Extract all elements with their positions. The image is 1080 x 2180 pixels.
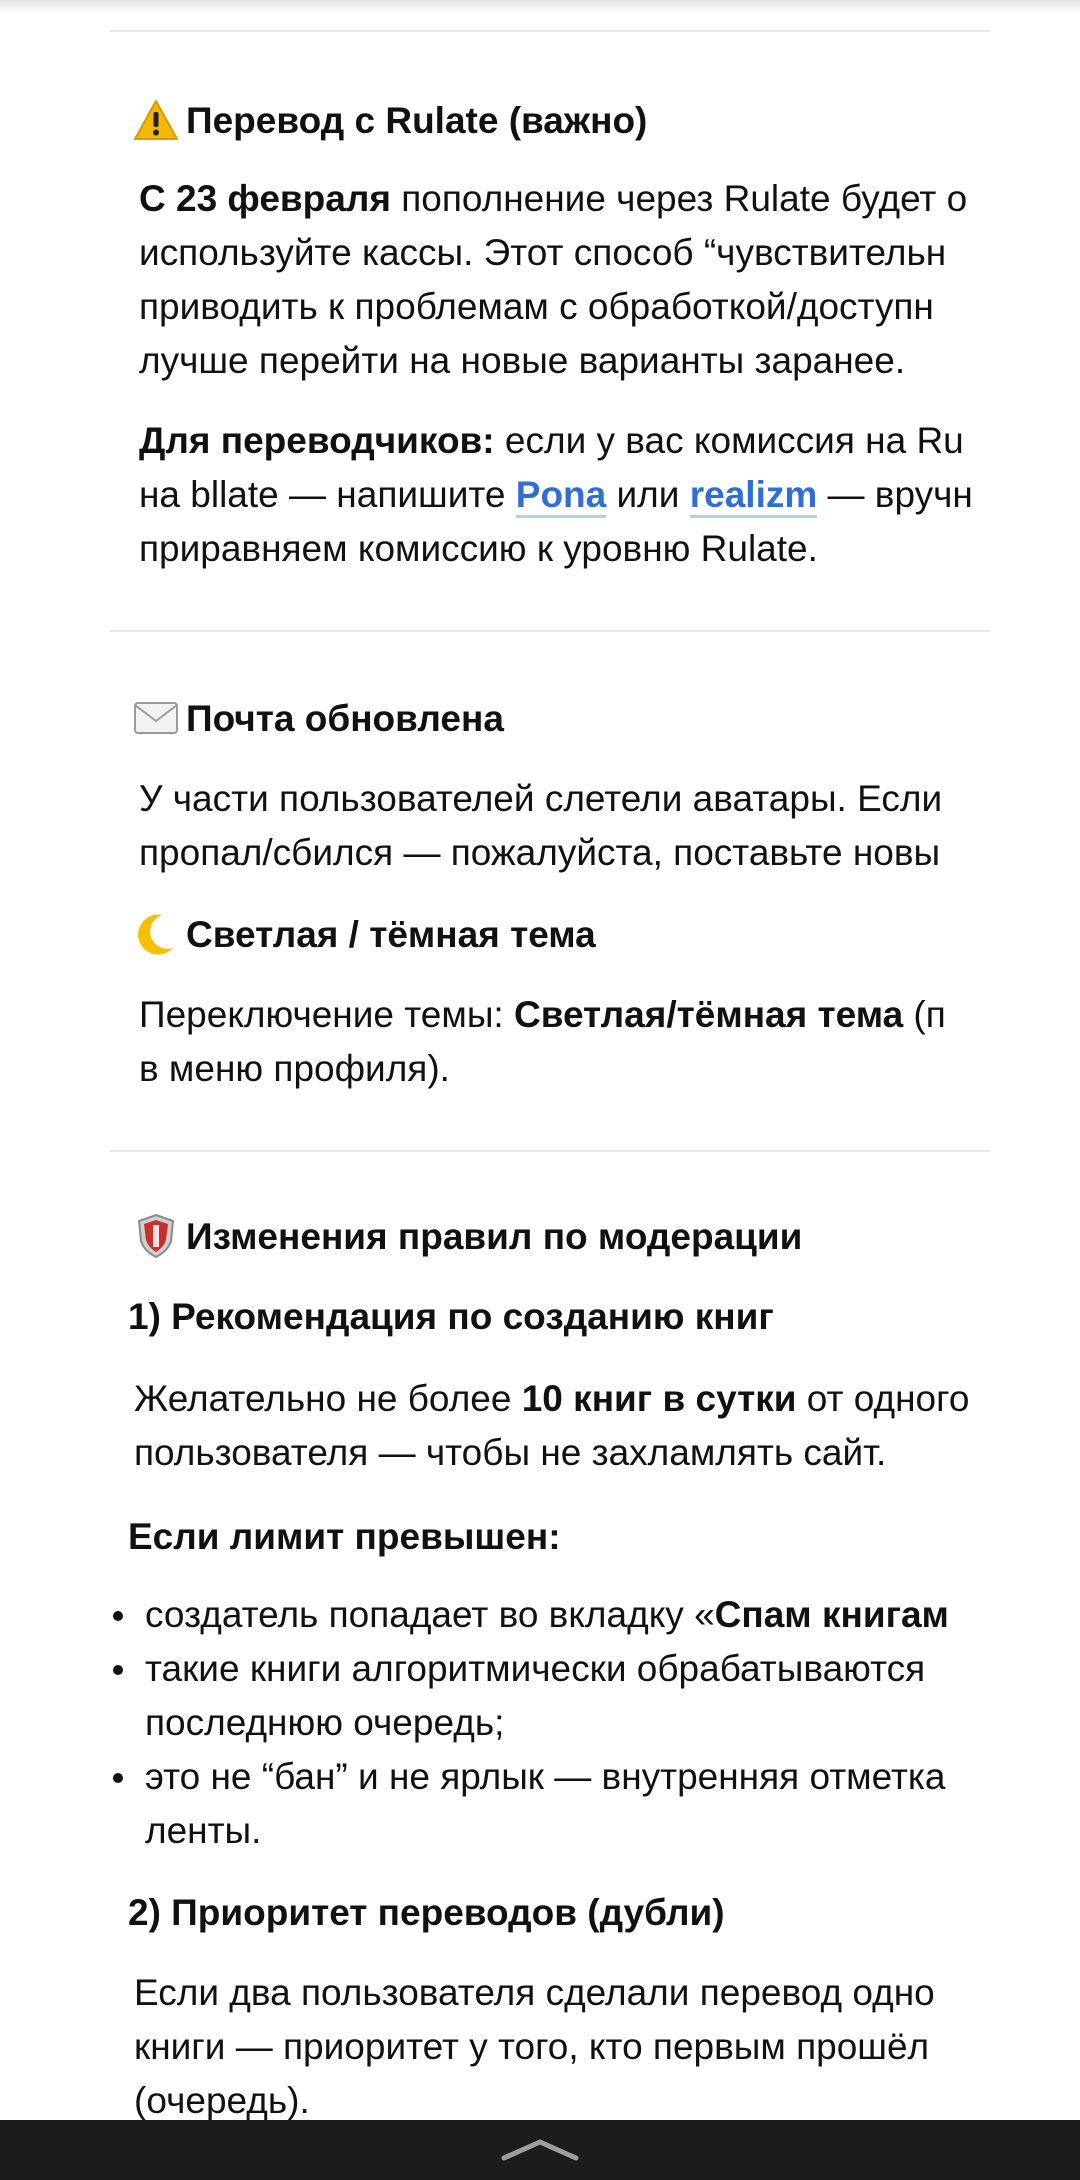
mail-title: Почта обновлена [186, 697, 504, 739]
book-limit-text: пользователя — чтобы не захламлять сайт. [134, 1432, 887, 1473]
section-divider [110, 630, 990, 632]
translators-text: если у вас комиссия на Ru [494, 420, 964, 461]
translation-priority-subheading: 2) Приоритет переводов (дубли) [128, 1892, 725, 1933]
theme-title: Светлая / тёмная тема [186, 913, 596, 955]
translators-paragraph [139, 414, 973, 576]
list-item [110, 1642, 949, 1750]
translators-text: на bllate — напишите [139, 474, 516, 515]
rulate-text: лучше перейти на новые варианты заранее. [139, 340, 906, 381]
envelope-icon [132, 694, 180, 742]
warning-icon [132, 96, 180, 144]
bullet-text: создатель попадает во вкладку « [145, 1594, 715, 1635]
book-creation-subheading: 1) Рекомендация по созданию книг [128, 1296, 774, 1337]
translators-label: Для переводчиков: [139, 420, 495, 461]
theme-setting-name: Светлая/тёмная тема [513, 994, 904, 1035]
moderation-title: Изменения правил по модерации [186, 1215, 803, 1257]
rulate-text: используйте кассы. Этот способ “чувствительн [139, 232, 947, 273]
theme-text: (п [903, 994, 946, 1035]
priority-text: (очередь). [134, 2080, 310, 2120]
section-divider [110, 30, 990, 32]
book-limit-value: 10 книг в сутки [521, 1378, 797, 1419]
rulate-text: приводить к проблемам с обработкой/доступн [139, 286, 934, 327]
rulate-text: пополнение через Rulate будет о [390, 178, 968, 219]
limit-exceeded-heading: Если лимит превышен: [128, 1516, 561, 1557]
bullet-text: ленты. [145, 1810, 262, 1851]
mail-paragraph [139, 772, 942, 880]
rulate-date: С 23 февраля [139, 178, 391, 219]
crescent-moon-icon [132, 910, 180, 958]
rulate-title: Перевод с Rulate (важно) [186, 99, 648, 141]
mail-heading [132, 694, 504, 742]
book-limit-text: Желательно не более [134, 1378, 522, 1419]
translators-text: или [606, 474, 690, 515]
theme-paragraph [139, 988, 946, 1096]
translation-priority-paragraph [134, 1966, 935, 2120]
mail-text: У части пользователей слетели аватары. Если [139, 778, 943, 819]
news-content [110, 0, 990, 2120]
bottom-navigation-bar [0, 2120, 1080, 2180]
translators-text: — вручн [817, 474, 973, 515]
list-item [110, 1750, 949, 1858]
book-limit-text: от одного [796, 1378, 970, 1419]
mail-text: пропал/сбился — пожалуйста, поставьте новы [139, 832, 941, 873]
priority-text: книги — приоритет у того, кто первым прошёл [134, 2026, 930, 2067]
list-item [110, 1588, 949, 1642]
bullet-text: последнюю очередь; [145, 1702, 505, 1743]
bullet-text: это не “бан” и не ярлык — внутренняя отметка [145, 1756, 946, 1797]
user-link-realizm[interactable]: realizm [690, 474, 818, 518]
bullet-text: такие книги алгоритмически обрабатываются [145, 1648, 926, 1689]
rulate-heading [132, 96, 647, 144]
rulate-paragraph [139, 172, 967, 388]
theme-text: Переключение темы: [139, 994, 514, 1035]
chevron-up-icon[interactable] [500, 2134, 580, 2164]
priority-text: Если два пользователя сделали перевод одно [134, 1972, 935, 2013]
book-limit-paragraph [134, 1372, 969, 1480]
bullet-dot [113, 1611, 123, 1621]
bullet-dot [113, 1665, 123, 1675]
theme-text: в меню профиля). [139, 1048, 450, 1089]
shield-icon [132, 1212, 180, 1260]
moderation-heading [132, 1212, 802, 1260]
section-divider [110, 1150, 990, 1152]
spam-tab-name: Спам книгам [714, 1594, 949, 1635]
user-link-pona[interactable]: Pona [516, 474, 606, 518]
translators-text: приравняем комиссию к уровню Rulate. [139, 528, 818, 569]
bullet-dot [113, 1773, 123, 1783]
limit-bullet-list [110, 1588, 949, 1858]
theme-heading [132, 910, 596, 958]
